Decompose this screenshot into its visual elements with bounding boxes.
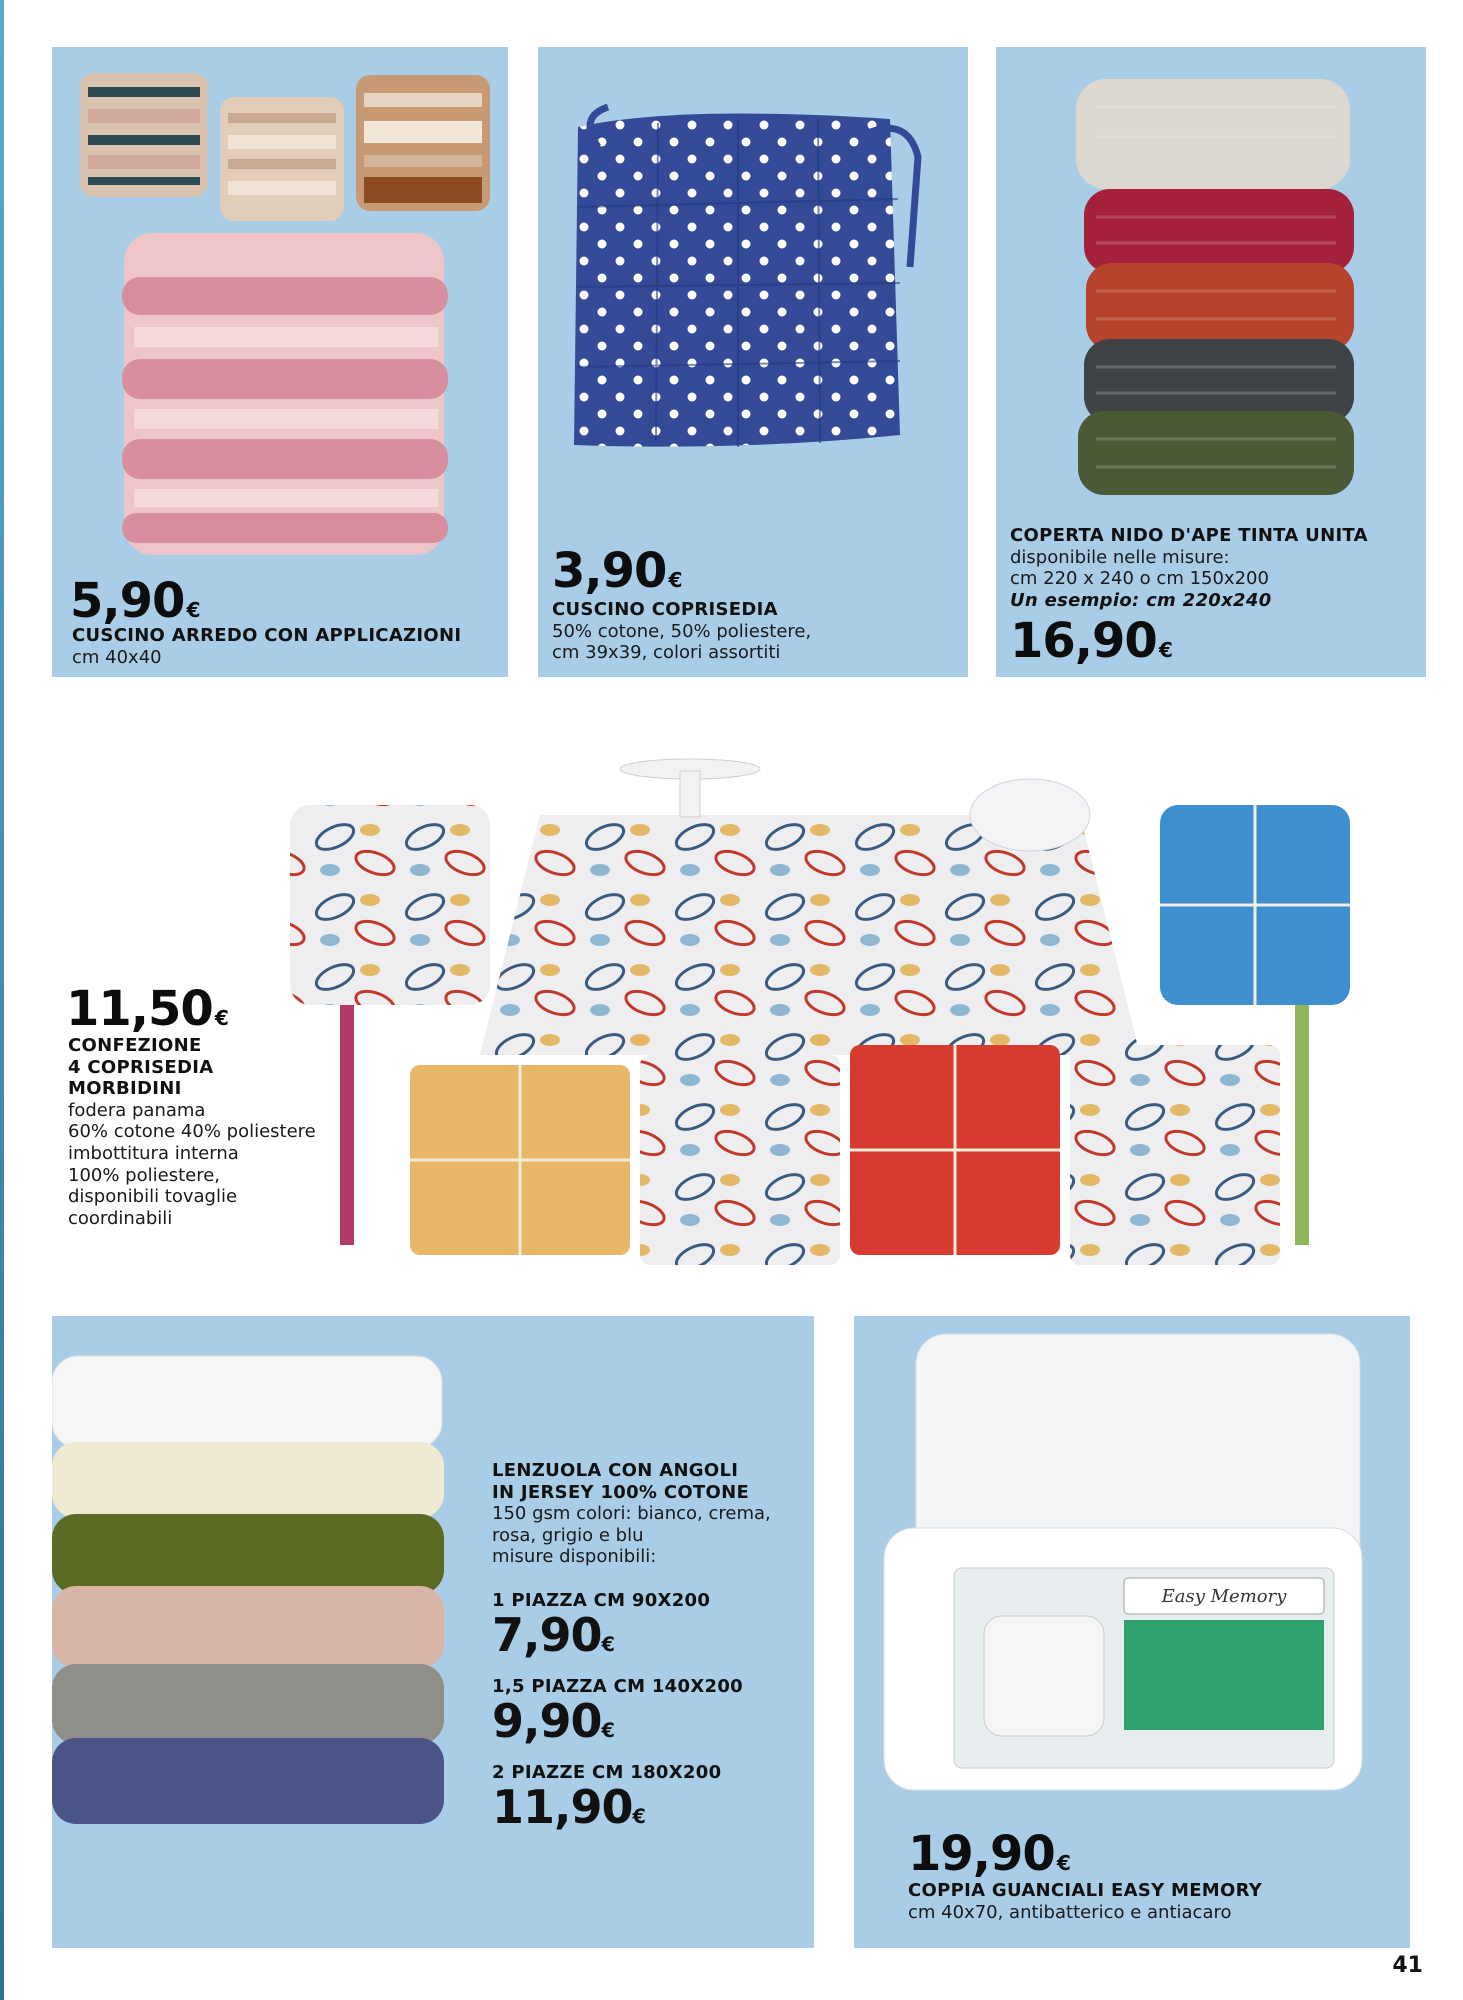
price-chair-cushion: 3,90€: [552, 543, 683, 599]
price-pillows: 19,90€: [908, 1826, 1071, 1882]
page-number: 41: [1392, 1953, 1423, 1978]
example-blanket: Un esempio: cm 220x240: [1010, 589, 1272, 611]
title-chair-pack-2: 4 COPRISEDIA: [68, 1056, 214, 1078]
desc-blanket-2: cm 220 x 240 o cm 150x200: [1010, 568, 1269, 590]
sheets-stack-image: [52, 1346, 452, 1906]
blanket-stack-image: [996, 47, 1426, 507]
desc-chair-pack-2: 60% cotone 40% poliestere: [68, 1121, 316, 1143]
desc-sheets-1: 150 gsm colori: bianco, crema,: [492, 1503, 771, 1525]
desc-chair-pack-3: imbottitura interna: [68, 1142, 239, 1164]
title-chair-pack-1: CONFEZIONE: [68, 1035, 202, 1056]
page-edge-strip: [0, 0, 4, 2000]
size-price-1: 7,90€: [492, 1607, 614, 1662]
desc-sheets-2: rosa, grigio e blu: [492, 1524, 644, 1546]
cushion-decor-image: [52, 47, 508, 587]
info-chair-pack: [68, 1035, 368, 1229]
size-label-1: 1 PIAZZA CM 90X200: [492, 1590, 711, 1611]
price-chair-pack: 11,50€: [66, 981, 229, 1037]
info-blanket: [1010, 525, 1420, 611]
panel-pillows: [854, 1316, 1410, 1948]
size-label-3: 2 PIAZZE CM 180X200: [492, 1762, 722, 1783]
size-price-3: 11,90€: [492, 1779, 645, 1834]
size-price-2: 9,90€: [492, 1693, 614, 1748]
pillow-package-brand: Easy Memory: [1161, 1586, 1287, 1607]
size-label-2: 1,5 PIAZZA CM 140X200: [492, 1676, 743, 1697]
panel-blanket: [996, 47, 1426, 677]
price-blanket: 16,90€: [1010, 613, 1173, 669]
desc-pillows: cm 40x70, antibatterico e antiacaro: [908, 1901, 1232, 1923]
panel-chair-cushion: [538, 47, 968, 677]
title-sheets-2: IN JERSEY 100% COTONE: [492, 1481, 750, 1503]
pillows-image: [854, 1316, 1410, 1816]
title-cushion-decor: CUSCINO ARREDO CON APPLICAZIONI: [72, 625, 462, 646]
title-pillows: COPPIA GUANCIALI EASY MEMORY: [908, 1880, 1263, 1901]
desc-chair-cushion-2: cm 39x39, colori assortiti: [552, 642, 781, 664]
info-cushion-decor: [72, 625, 502, 668]
desc-cushion-decor: cm 40x40: [72, 646, 162, 668]
sheet-size-1: [492, 1590, 812, 1662]
title-sheets-1: LENZUOLA CON ANGOLI: [492, 1460, 739, 1481]
price-cushion-decor: 5,90€: [70, 573, 201, 629]
info-sheets: [492, 1460, 812, 1568]
desc-chair-pack-1: fodera panama: [68, 1099, 206, 1121]
info-chair-cushion: [552, 599, 962, 664]
sheet-size-2: [492, 1676, 812, 1748]
table-scene-image: [220, 745, 1460, 1285]
desc-blanket-1: disponibile nelle misure:: [1010, 546, 1230, 568]
sheet-size-3: [492, 1762, 812, 1834]
desc-chair-pack-4: 100% poliestere,: [68, 1164, 221, 1186]
desc-chair-pack-6: coordinabili: [68, 1207, 173, 1229]
desc-chair-cushion-1: 50% cotone, 50% poliestere,: [552, 620, 812, 642]
panel-cushion-decor: [52, 47, 508, 677]
chair-cushion-image: [538, 47, 968, 467]
info-pillows: [908, 1880, 1408, 1923]
desc-chair-pack-5: disponibili tovaglie: [68, 1186, 238, 1208]
title-blanket: COPERTA NIDO D'APE TINTA UNITA: [1010, 525, 1368, 546]
title-chair-pack-3: MORBIDINI: [68, 1078, 182, 1100]
title-chair-cushion: CUSCINO COPRISEDIA: [552, 599, 778, 620]
panel-sheets: [52, 1316, 814, 1948]
desc-sheets-3: misure disponibili:: [492, 1546, 657, 1568]
